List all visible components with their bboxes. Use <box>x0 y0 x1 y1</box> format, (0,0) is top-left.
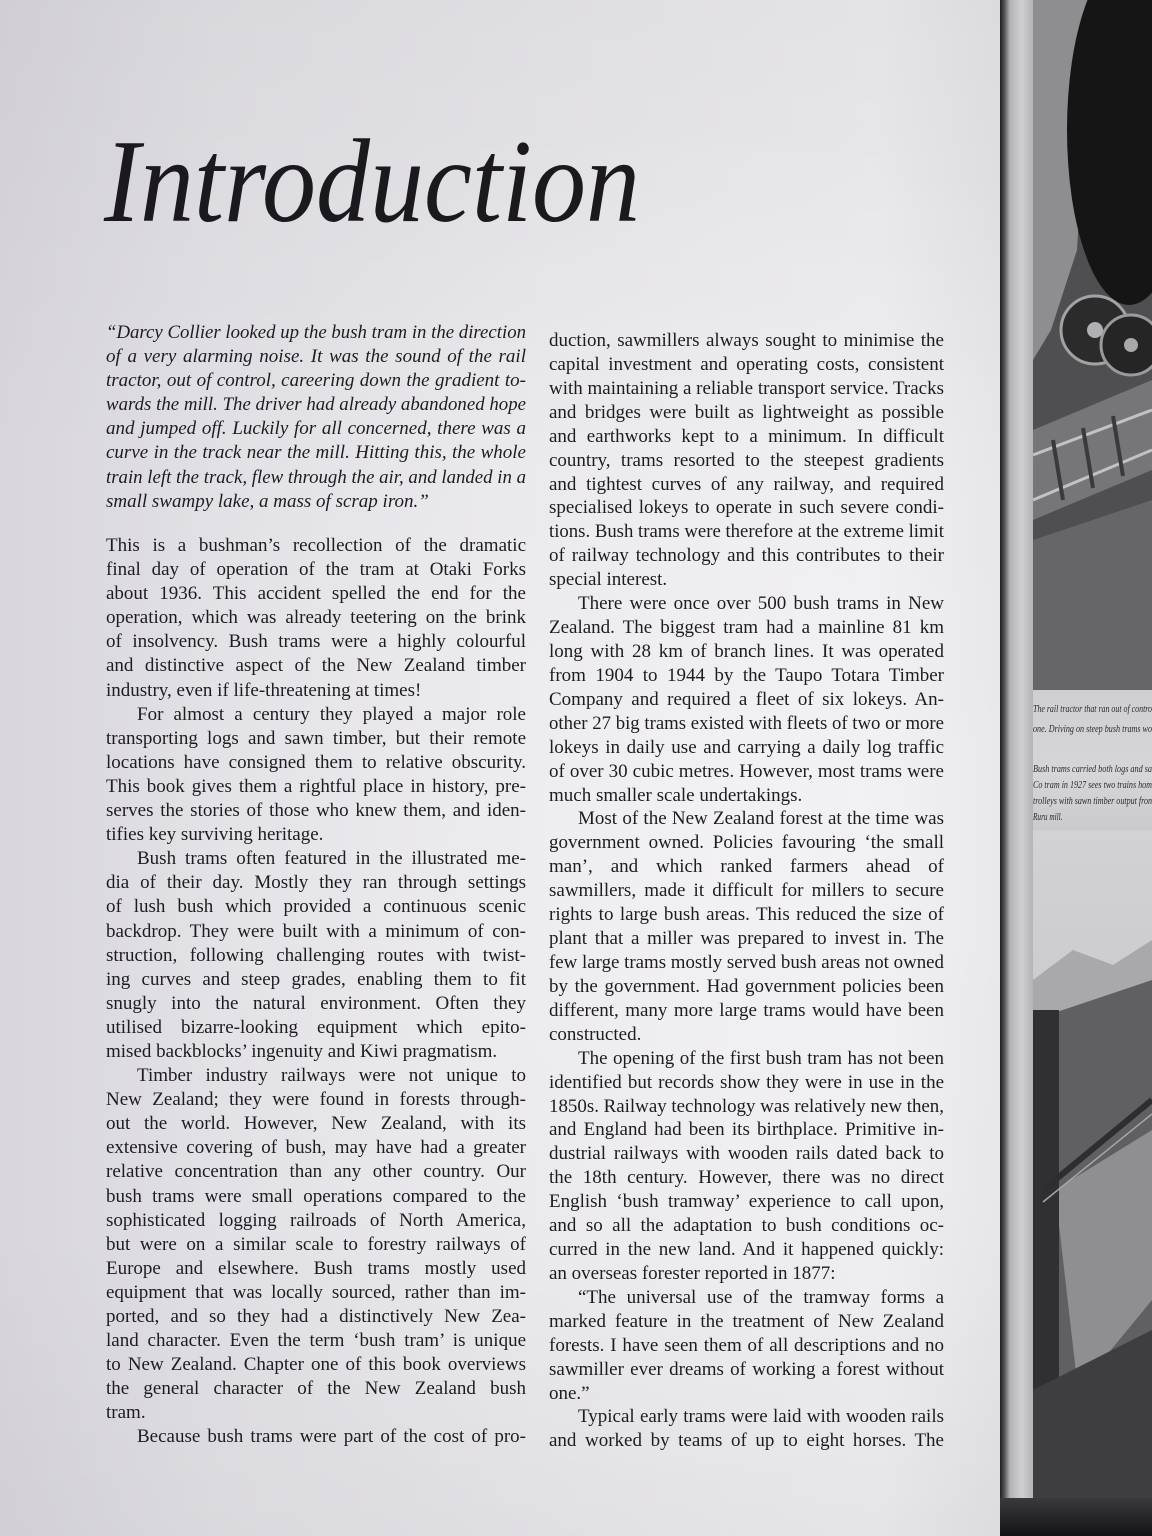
caption-text: Ruru mill. <box>1033 811 1063 823</box>
body-text-line <box>106 920 526 944</box>
line-text: one.” <box>549 1382 590 1404</box>
line-text: sawmillers, made it difficult for millers to secure <box>549 880 944 902</box>
body-text-line <box>549 377 944 401</box>
line-text: of lush bush which provided a continuous scenic <box>106 896 526 918</box>
body-text-line <box>106 582 526 606</box>
line-text: sawmiller ever dreams of working a forest without <box>549 1358 944 1380</box>
body-text-line <box>106 1016 526 1040</box>
body-text-line <box>106 992 526 1016</box>
paragraph <box>106 1064 526 1425</box>
body-text-line <box>106 1209 526 1233</box>
line-text: extensive covering of bush, may have had a greater <box>106 1137 526 1159</box>
line-text: the general character of the New Zealand bush <box>106 1378 526 1400</box>
line-text: For almost a century they played a major role <box>137 703 526 725</box>
body-text-line <box>106 1040 526 1064</box>
line-text: backdrop. They were built with a minimum of con- <box>106 920 526 942</box>
line-text: of insolvency. Bush trams were a highly colourful <box>106 631 526 653</box>
body-text-line <box>106 968 526 992</box>
caption-text: The rail tractor that ran out of contro <box>1033 703 1152 715</box>
body-text-line <box>549 927 944 951</box>
body-text-line <box>106 799 526 823</box>
quote-line <box>106 369 526 393</box>
body-text-line <box>106 727 526 751</box>
body-text-line <box>549 975 944 999</box>
quote-line <box>106 490 526 514</box>
line-text: curred in the new land. And it happened quickly: <box>549 1239 944 1261</box>
line-text: mised backblocks’ ingenuity and Kiwi pragmatism. <box>106 1040 498 1062</box>
line-text: transporting logs and sawn timber, but their remote <box>106 727 526 749</box>
body-text-line <box>549 568 944 592</box>
line-text: an overseas forester reported in 1877: <box>549 1262 836 1284</box>
caption-text: trolleys with sawn timber output fron <box>1033 795 1152 807</box>
caption-line <box>1033 777 1152 793</box>
body-text-line <box>106 944 526 968</box>
line-text: land character. Even the term ‘bush tram’ is unique <box>106 1330 526 1352</box>
caption-line <box>1033 699 1152 719</box>
facing-page <box>1000 0 1152 1536</box>
line-text: constructed. <box>549 1023 642 1045</box>
line-text: utilised bizarre-looking equipment which epito- <box>106 1016 526 1038</box>
bush-tram-photo <box>1033 830 1152 1502</box>
line-text: government owned. Policies favouring ‘the small <box>549 832 944 854</box>
line-text: about 1936. This accident spelled the end for the <box>106 583 526 605</box>
body-text-line <box>106 679 526 703</box>
line-text: capital investment and operating costs, consistent <box>549 353 944 375</box>
line-text: by the government. Had government policies been <box>549 975 944 997</box>
line-text: Timber industry railways were not unique to <box>137 1065 526 1087</box>
line-text: duction, sawmillers always sought to minimise the <box>549 330 944 351</box>
body-text-line <box>549 353 944 377</box>
body-text-line <box>549 712 944 736</box>
body-text-line <box>549 520 944 544</box>
paragraph <box>549 1286 944 1406</box>
body-text-line <box>549 784 944 808</box>
body-text-line <box>106 606 526 630</box>
line-text: bush trams were small operations compared to the <box>106 1185 526 1207</box>
body-text-line <box>106 1257 526 1281</box>
body-text-line <box>106 1353 526 1377</box>
body-text-line <box>549 1310 944 1334</box>
body-text-line <box>549 951 944 975</box>
line-text: The opening of the first bush tram has not been <box>578 1047 944 1069</box>
body-text-line <box>549 1382 944 1406</box>
line-text: There were once over 500 bush trams in New <box>578 593 944 615</box>
line-text: and tightest curves of any railway, and required <box>549 473 944 495</box>
photo-caption <box>1033 699 1152 739</box>
body-text-line <box>106 1401 526 1425</box>
line-text: but were on a similar scale to forestry railways of <box>106 1233 526 1255</box>
line-text: forests. I have seen them of all descriptions and no <box>549 1334 944 1356</box>
paragraph <box>106 534 526 703</box>
body-text-line <box>106 654 526 678</box>
body-text-line <box>549 831 944 855</box>
line-text: ported, and so they had a distinctively New Zea- <box>106 1306 526 1327</box>
line-text: other 27 big trams existed with fleets of two or more <box>549 712 944 734</box>
line-text: with maintaining a reliable transport service. Tracks <box>549 377 944 399</box>
body-text-line <box>106 1160 526 1184</box>
line-text: Typical early trams were laid with wooden rails <box>578 1406 944 1428</box>
body-text-line <box>549 616 944 640</box>
body-text-line <box>549 640 944 664</box>
line-text: “Darcy Collier looked up the bush tram in the direction <box>106 322 526 343</box>
line-text: and worked by teams of up to eight horses. The <box>549 1430 944 1452</box>
epigraph-quote <box>106 321 526 514</box>
body-text-line <box>549 1047 944 1071</box>
body-text-line <box>106 1329 526 1353</box>
line-text: the 18th century. However, there was no direct <box>549 1167 944 1189</box>
line-text: Bush trams often featured in the illustrated me- <box>137 848 526 870</box>
page-title <box>104 115 644 247</box>
body-text-line <box>549 879 944 903</box>
line-text: of over 30 cubic metres. However, most trams were <box>549 760 944 782</box>
rail-tractor-photo <box>1033 0 1152 690</box>
line-text: much smaller scale undertakings. <box>549 784 803 806</box>
body-text-line <box>549 1358 944 1382</box>
body-text-line <box>549 1334 944 1358</box>
body-text-line <box>549 1118 944 1142</box>
paragraph <box>549 807 944 1046</box>
body-text-line <box>549 664 944 688</box>
body-text-line <box>549 1286 944 1310</box>
line-text: train left the track, flew through the air, and landed in a <box>106 466 526 488</box>
line-text: serves the stories of those who knew them, and iden- <box>106 800 526 822</box>
body-text-line <box>106 1136 526 1160</box>
line-text: dia of their day. Mostly they ran through settings <box>106 872 526 894</box>
body-text-line <box>549 401 944 425</box>
line-text: sophisticated logging railroads of North America, <box>106 1209 526 1231</box>
caption-line <box>1033 719 1152 739</box>
quote-line <box>106 466 526 490</box>
body-text-line <box>549 425 944 449</box>
quote-line <box>106 441 526 465</box>
paragraph <box>549 1405 944 1453</box>
body-text-line <box>106 871 526 895</box>
wheel-hub <box>1124 338 1138 352</box>
line-text: and jumped off. Luckily for all concerned, there was a <box>106 418 526 440</box>
body-text-line <box>106 1088 526 1112</box>
body-text-line <box>106 751 526 775</box>
body-text-line <box>549 1023 944 1047</box>
line-text: English ‘bush tramway’ experience to call upon, <box>549 1191 944 1213</box>
line-text: relative concentration than any other country. Our <box>106 1161 526 1183</box>
line-text: specialised lokeys to operate in such severe condi- <box>549 497 944 519</box>
body-text-line <box>106 775 526 799</box>
line-text: wards the mill. The driver had already abandoned hope <box>106 394 526 416</box>
paragraph <box>549 1047 944 1286</box>
quote-line <box>106 393 526 417</box>
line-text: and so all the adaptation to bush conditions oc- <box>549 1215 944 1237</box>
paragraph <box>549 592 944 807</box>
body-text-line <box>549 1071 944 1095</box>
body-text-line <box>106 1185 526 1209</box>
line-text: tions. Bush trams were therefore at the extreme limit <box>549 521 944 543</box>
line-text: special interest. <box>549 569 668 591</box>
line-text: and England had been its birthplace. Primitive in- <box>549 1119 944 1141</box>
line-text: Because bush trams were part of the cost of pro- <box>137 1426 526 1448</box>
quote-line <box>106 321 526 345</box>
line-text: identified but records show they were in use in the <box>549 1071 944 1093</box>
body-text-line <box>549 807 944 831</box>
line-text: industry, even if life-threatening at times! <box>106 679 422 701</box>
body-text-line <box>549 1095 944 1119</box>
left-text-column <box>106 534 526 1450</box>
body-text-line <box>549 1166 944 1190</box>
body-text-line <box>106 1305 526 1329</box>
line-text: curve in the track near the mill. Hitting this, the whole <box>106 442 526 464</box>
body-text-line <box>549 544 944 568</box>
body-text-line <box>106 1233 526 1257</box>
body-text-line <box>106 1112 526 1136</box>
body-text-line <box>106 847 526 871</box>
caption-text: Co tram in 1927 sees two trains hom <box>1033 779 1152 791</box>
line-text: plant that a miller was prepared to invest in. The <box>549 928 944 950</box>
line-text: dustrial railways with wooden rails dated back to <box>549 1143 944 1165</box>
line-text: Zealand. The biggest tram had a mainline 81 km <box>549 617 944 639</box>
page-title-text: Introduction <box>104 115 640 247</box>
line-text: marked feature in the treatment of New Zealand <box>549 1310 944 1332</box>
body-text-line <box>549 1262 944 1286</box>
line-text: country, trams resorted to the steepest gradients <box>549 449 944 471</box>
paragraph <box>549 329 944 592</box>
line-text: and distinctive aspect of the New Zealand timber <box>106 655 526 677</box>
body-text-line <box>549 903 944 927</box>
line-text: tram. <box>106 1402 146 1424</box>
body-text-line <box>106 703 526 727</box>
body-text-line <box>549 449 944 473</box>
body-text-line <box>549 329 944 353</box>
line-text: operation, which was already teetering on the brink <box>106 607 526 629</box>
line-text: man’, and which ranked farmers ahead of <box>549 856 944 878</box>
line-text: struction, following challenging routes with twist- <box>106 944 526 966</box>
line-text: of railway technology and this contributes to their <box>549 545 944 567</box>
paragraph <box>106 321 526 514</box>
line-text: tifies key surviving heritage. <box>106 824 324 846</box>
line-text: Company and required a fleet of six lokeys. An- <box>549 688 944 710</box>
quote-line <box>106 345 526 369</box>
body-text-line <box>549 592 944 616</box>
line-text: equipment that was locally sourced, rather than im- <box>106 1281 526 1303</box>
line-text: locations have consigned them to relative obscurity. <box>106 751 526 773</box>
line-text: small swampy lake, a mass of scrap iron.” <box>106 490 429 512</box>
line-text: 1850s. Railway technology was relatively new then, <box>549 1095 944 1117</box>
body-text-line <box>549 999 944 1023</box>
line-text: lokeys in daily use and carrying a daily log traffic <box>549 736 944 758</box>
line-text: New Zealand; they were found in forests through- <box>106 1089 526 1111</box>
body-text-line <box>549 855 944 879</box>
line-text: and bridges were built as lightweight as possible <box>549 401 944 423</box>
body-text-line <box>549 1405 944 1429</box>
line-text: from 1904 to 1944 by the Taupo Totara Timber <box>549 664 944 686</box>
paragraph <box>106 847 526 1064</box>
body-text-line <box>106 823 526 847</box>
caption-text: one. Driving on steep bush trams wo <box>1033 723 1152 735</box>
quote-line <box>106 417 526 441</box>
body-text-line <box>549 1214 944 1238</box>
caption-line <box>1033 809 1152 825</box>
body-text-line <box>106 895 526 919</box>
line-text: final day of operation of the tram at Otaki Forks <box>106 559 526 581</box>
line-text: to New Zealand. Chapter one of this book overviews <box>106 1354 526 1376</box>
body-text-line <box>549 496 944 520</box>
paragraph <box>106 703 526 848</box>
body-text-line <box>106 558 526 582</box>
wheel-hub <box>1087 322 1103 338</box>
body-text-line <box>106 630 526 654</box>
body-text-line <box>549 688 944 712</box>
body-text-line <box>549 1190 944 1214</box>
line-text: tractor, out of control, careering down the gradient to- <box>106 370 526 392</box>
caption-line <box>1033 761 1152 777</box>
line-text: of a very alarming noise. It was the sound of the rail <box>106 346 526 368</box>
caption-text: Bush trams carried both logs and sa <box>1033 763 1152 775</box>
body-text-line <box>549 1142 944 1166</box>
page-corner-shadow <box>1000 1498 1152 1536</box>
right-text-column <box>549 329 944 1453</box>
line-text: Most of the New Zealand forest at the time was <box>578 808 944 830</box>
photo-caption <box>1033 761 1152 825</box>
line-text: Europe and elsewhere. Bush trams mostly used <box>106 1257 526 1279</box>
line-text: rights to large bush areas. This reduced the size of <box>549 904 944 926</box>
line-text: different, many more large trams would have been <box>549 999 944 1021</box>
body-text-line <box>549 1238 944 1262</box>
page-fold-shadow <box>1000 0 1033 1536</box>
body-text-line <box>549 473 944 497</box>
line-text: “The universal use of the tramway forms a <box>578 1286 944 1308</box>
body-text-line <box>106 1377 526 1401</box>
body-text-line <box>106 1064 526 1088</box>
line-text: and earthworks kept to a minimum. In difficult <box>549 425 944 447</box>
body-text-line <box>106 534 526 558</box>
caption-line <box>1033 793 1152 809</box>
body-text-line <box>549 1429 944 1453</box>
line-text: snugly into the natural environment. Often they <box>106 992 526 1014</box>
body-text-line <box>549 736 944 760</box>
line-text: few large trams mostly served bush areas not owned <box>549 951 944 973</box>
line-text: This book gives them a rightful place in history, pre- <box>106 775 526 797</box>
body-text-line <box>106 1281 526 1305</box>
paragraph <box>106 1425 526 1449</box>
body-text-line <box>549 760 944 784</box>
body-text-line <box>106 1425 526 1449</box>
line-text: long with 28 km of branch lines. It was operated <box>549 640 944 662</box>
line-text: ing curves and steep grades, enabling them to fit <box>106 968 526 990</box>
line-text: This is a bushman’s recollection of the dramatic <box>106 535 526 556</box>
line-text: out the world. However, New Zealand, with its <box>106 1113 526 1135</box>
